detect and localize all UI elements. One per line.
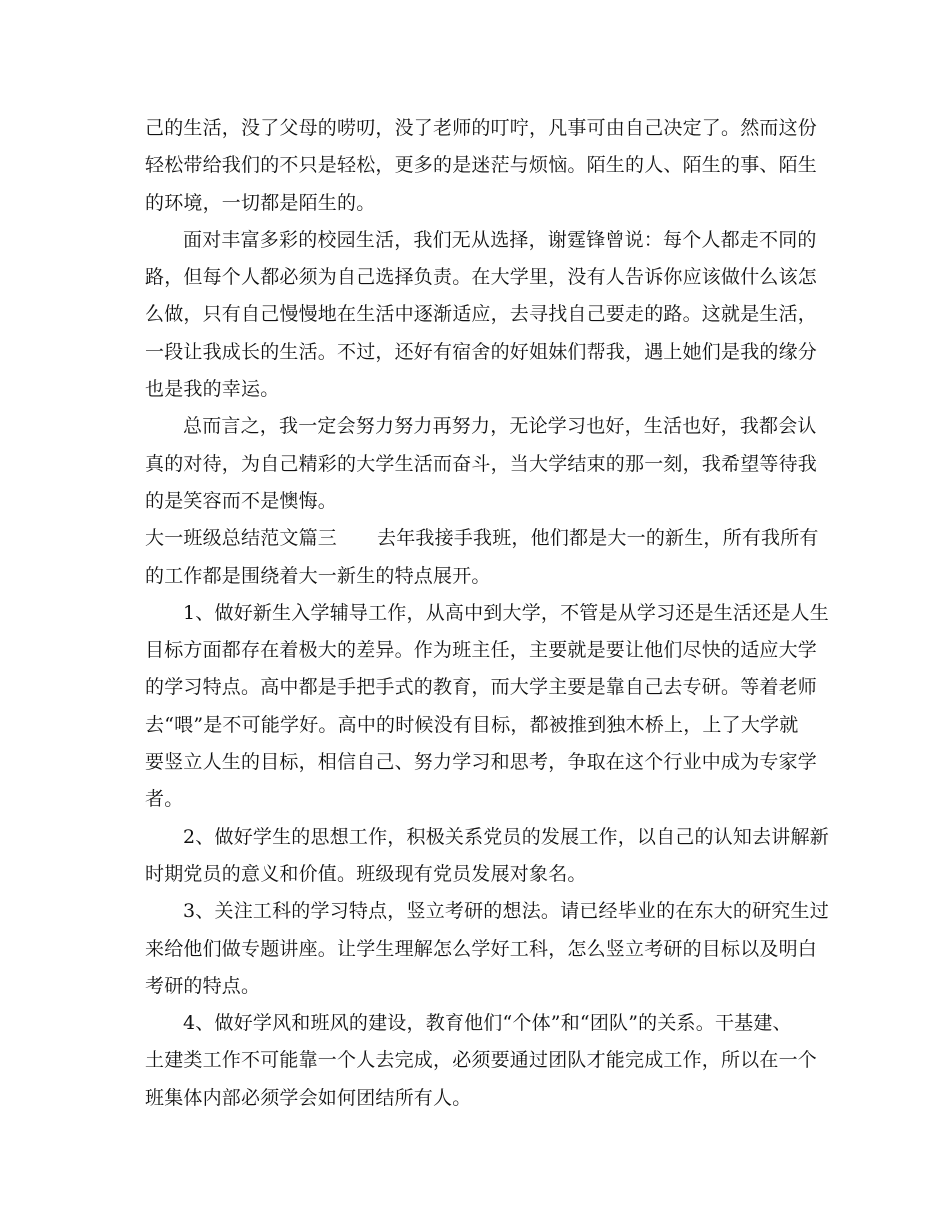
text-line: 路，但每个人都必须为自己选择负责。在大学里，没有人告诉你应该做什么该怎 [145,266,818,289]
section-intro-text: 去年我接手我班，他们都是大一的新生，所有我所有 [377,527,819,550]
paragraph-first-line: 4、做好学风和班风的建设，教育他们“个体”和“团队”的关系。干基建、 [183,1012,792,1035]
text-line: 的工作都是围绕着大一新生的特点展开。 [145,564,491,587]
paragraph-first-line: 总而言之，我一定会努力努力再努力，无论学习也好，生活也好，我都会认 [183,415,817,438]
text-line: 己的生活，没了父母的唠叨，没了老师的叮咛，凡事可由自己决定了。然而这份 [145,117,818,139]
text-line: 的环境，一切都是陌生的。 [145,191,376,214]
text-line: 目标方面都存在着极大的差异。作为班主任，主要就是要让他们尽快的适应大学 [145,639,818,662]
text-line: 么做，只有自己慢慢地在生活中逐渐适应，去寻找自己要走的路。这就是生活， [145,303,818,326]
text-line: 考研的特点。 [145,974,261,997]
text-line: 一段让我成长的生活。不过，还好有宿舍的好姐妹们帮我，遇上她们是我的缘分 [145,340,818,363]
section-heading-line [145,520,819,557]
section-heading: 大一班级总结范文篇三 [145,527,338,550]
document-body [145,110,829,1117]
text-line: 者。 [145,788,184,811]
text-line: 土建类工作不可能靠一个人去完成，必须要通过团队才能完成工作，所以在一个 [145,1049,818,1072]
text-line: 的学习特点。高中都是手把手式的教育，而大学主要是靠自己去专研。等着老师 [145,676,818,699]
text-line: 时期党员的意义和价值。班级现有党员发展对象名。 [145,862,587,885]
paragraph-first-line: 面对丰富多彩的校园生活，我们无从选择，谢霆锋曾说：每个人都走不同的 [183,228,817,251]
text-line: 要竖立人生的目标，相信自己、努力学习和思考，争取在这个行业中成为专家学 [145,751,818,774]
text-line: 来给他们做专题讲座。让学生理解怎么学好工科，怎么竖立考研的目标以及明白 [145,937,818,960]
text-line: 轻松带给我们的不只是轻松，更多的是迷茫与烦恼。陌生的人、陌生的事、陌生 [145,154,818,177]
paragraph-first-line: 3、关注工科的学习特点，竖立考研的想法。请已经毕业的在东大的研究生过 [183,900,829,923]
text-line: 的是笑容而不是懊悔。 [145,489,338,512]
paragraph-first-line: 1、做好新生入学辅导工作，从高中到大学，不管是从学习还是生活还是人生 [183,601,829,624]
text-line: 班集体内部必须学会如何团结所有人。 [145,1086,472,1109]
paragraph-first-line: 2、做好学生的思想工作，积极关系党员的发展工作，以自己的认知去讲解新 [183,825,829,848]
text-line: 真的对待，为自己精彩的大学生活而奋斗，当大学结束的那一刻，我希望等待我 [145,452,818,475]
text-line: 去“喂”是不可能学好。高中的时候没有目标，都被推到独木桥上，上了大学就 [145,713,799,736]
text-line: 也是我的幸运。 [145,378,280,401]
